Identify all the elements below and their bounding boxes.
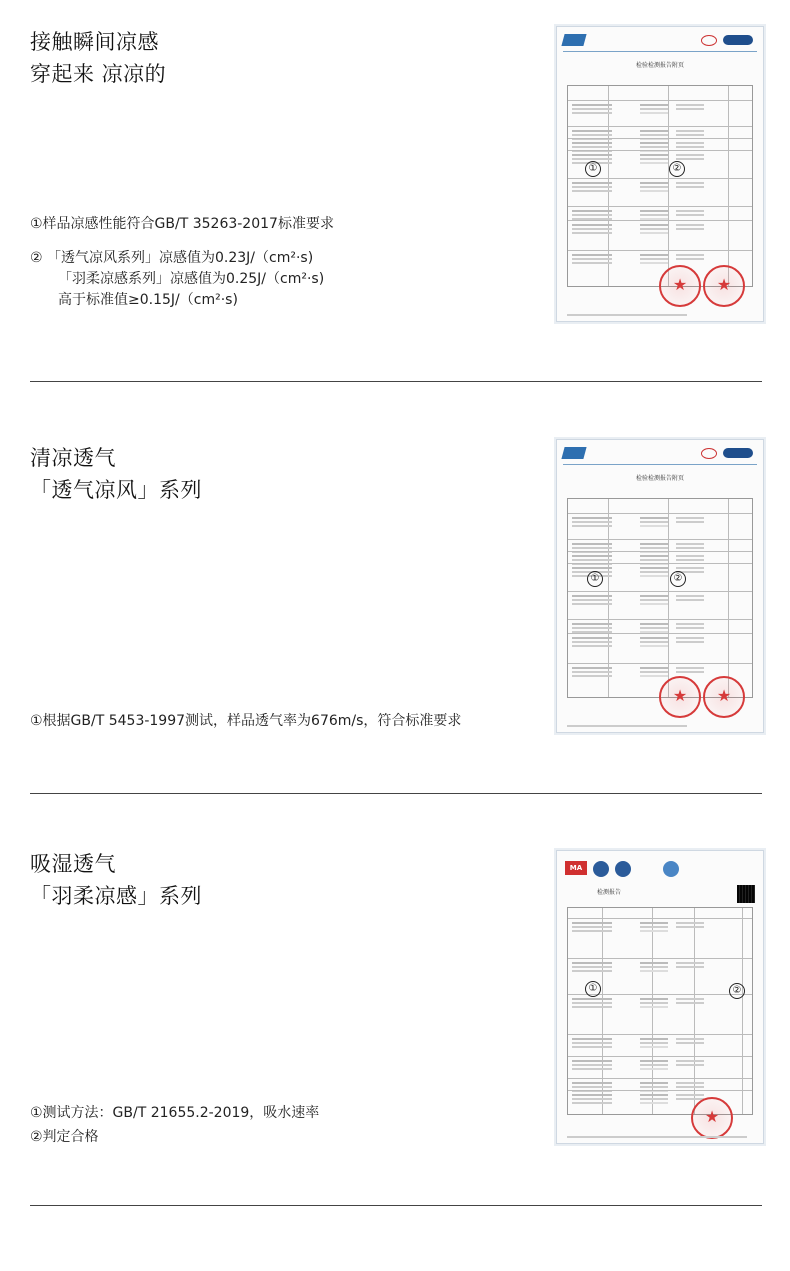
note-line: ①测试方法：GB/T 21655.2-2019，吸水速率 <box>30 1105 320 1121</box>
gttc-logo-icon <box>561 34 586 46</box>
note-line: ② 「透气凉风系列」凉感值为0.23J/（cm²·s) <box>30 250 314 266</box>
title-line: 穿起来 凉凉的 <box>30 62 167 86</box>
cnas-logo-icon <box>723 35 753 45</box>
ma-logo-icon <box>701 448 717 459</box>
note-block <box>30 711 461 732</box>
section-title <box>30 848 202 912</box>
title-line: 「羽柔凉感」系列 <box>30 884 202 908</box>
test-report-image <box>556 850 764 1144</box>
note-line: 高于标准值≥0.15J/（cm²·s) <box>58 292 238 308</box>
section-divider <box>30 1205 762 1206</box>
section-breathable <box>0 382 790 794</box>
official-stamp-icon <box>659 265 701 307</box>
test-report-image <box>556 439 764 733</box>
title-line: 「透气凉风」系列 <box>30 478 202 502</box>
note-line: ①样品凉感性能符合GB/T 35263-2017标准要求 <box>30 216 334 232</box>
note-line: ②判定合格 <box>30 1129 99 1145</box>
report-table <box>567 85 753 287</box>
note-block <box>30 214 334 311</box>
report-header <box>563 33 757 52</box>
ma-logo-icon: MA <box>565 861 587 875</box>
note-line: ①根据GB/T 5453-1997测试，样品透气率为676m/s，符合标准要求 <box>30 713 462 729</box>
note-line: 「羽柔凉感系列」凉感值为0.25J/（cm²·s) <box>58 271 325 287</box>
test-report-image <box>556 26 764 322</box>
report-header <box>563 857 757 881</box>
report-header <box>563 446 757 465</box>
section-cooling <box>0 0 790 382</box>
marker-2: ② <box>729 983 745 999</box>
title-line: 清凉透气 <box>30 446 116 470</box>
official-stamp-icon <box>691 1097 733 1139</box>
report-heading: 检验检测报告附页 <box>635 62 684 69</box>
official-stamp-icon <box>659 676 701 718</box>
report-heading: 检测报告 <box>597 889 622 896</box>
official-stamp-icon <box>703 676 745 718</box>
cnas-logo-icon <box>615 861 631 877</box>
title-line: 接触瞬间凉感 <box>30 30 159 54</box>
ilac-logo-icon <box>593 861 609 877</box>
report-heading: 检验检测报告附页 <box>635 475 684 482</box>
section-title <box>30 26 166 90</box>
cnas-logo-icon <box>723 448 753 458</box>
report-table <box>567 498 753 698</box>
report-table <box>567 907 753 1115</box>
marker-1: ① <box>585 981 601 997</box>
marker-2: ② <box>670 571 686 587</box>
lab-logo-icon <box>663 861 679 877</box>
title-line: 吸湿透气 <box>30 852 116 876</box>
ma-logo-icon <box>701 35 717 46</box>
official-stamp-icon <box>703 265 745 307</box>
marker-2: ② <box>669 161 685 177</box>
marker-1: ① <box>587 571 603 587</box>
section-moisture <box>0 794 790 1206</box>
gttc-logo-icon <box>561 447 586 459</box>
qr-code-icon <box>737 885 755 903</box>
note-block <box>30 1103 319 1148</box>
marker-1: ① <box>585 161 601 177</box>
section-title <box>30 442 202 506</box>
